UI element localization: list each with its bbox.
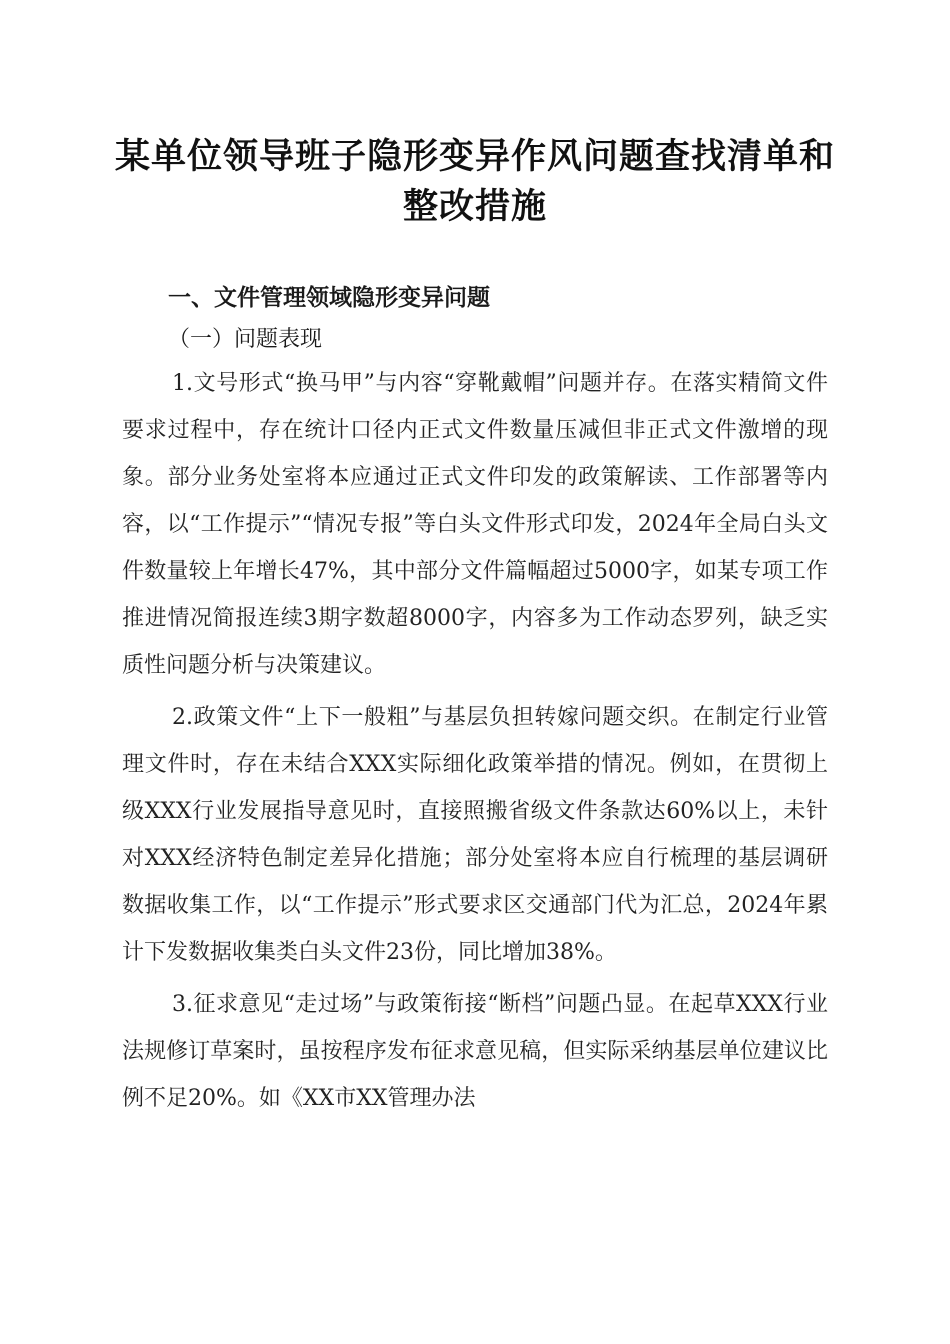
- subsection-heading: （一）问题表现: [168, 327, 323, 352]
- title-line-2: 整改措施: [402, 186, 547, 227]
- document-title: [100, 132, 850, 232]
- document-body: [122, 360, 828, 1127]
- paragraph-2: 2.政策文件“上下一般粗”与基层负担转嫁问题交织。在制定行业管理文件时，存在未结合XXX实际细化政策举措的情况。例如，在贯彻上级XXX行业发展指导意见时，直接照搬省级文件条款达60%以上，未针对XXX经济特色制定差异化措施；部分处室将本应自行梳理的基层调研数据收集工作，以“工作提示”形式要求区交通部门代为汇总，2024年累计下发数据收集类白头文件23份，同比增加38%。: [122, 705, 828, 965]
- paragraph-1: 1.文号形式“换马甲”与内容“穿靴戴帽”问题并存。在落实精简文件要求过程中，存在统计口径内正式文件数量压减但非正式文件激增的现象。部分业务处室将本应通过正式文件印发的政策解读、工作部署等内容，以“工作提示”“情况专报”等白头文件形式印发，2024年全局白头文件数量较上年增长47%，其中部分文件篇幅超过5000字，如某专项工作推进情况简报连续3期字数超8000字，内容多为工作动态罗列，缺乏实质性问题分析与决策建议。: [122, 371, 828, 678]
- title-line-1: 某单位领导班子隐形变异作风问题查找清单和: [114, 136, 835, 177]
- section-heading: 一、文件管理领域隐形变异问题: [168, 285, 490, 311]
- paragraph-3: 3.征求意见“走过场”与政策衔接“断档”问题凸显。在起草XXX行业法规修订草案时，虽按程序发布征求意见稿，但实际采纳基层单位建议比例不足20%。如《XX市XX管理办法: [122, 992, 828, 1111]
